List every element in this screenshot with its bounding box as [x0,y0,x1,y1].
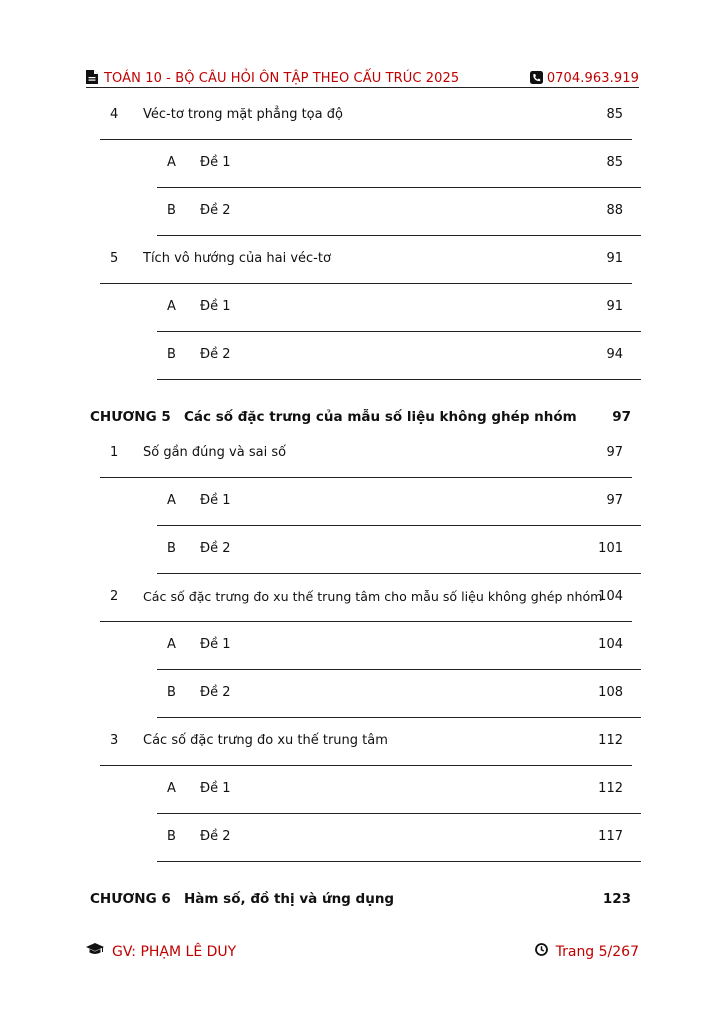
section-page: 104 [598,588,623,604]
divider [157,379,641,380]
subsection-letter: B [167,684,176,700]
section-number: 5 [110,250,119,266]
toc-subsection-3b[interactable] [167,826,623,846]
section-page: 112 [598,732,623,748]
toc-subsection-2a[interactable] [167,634,623,654]
chapter-label: CHƯƠNG 6 [90,891,171,907]
subsection-title: Đề 2 [200,828,231,844]
divider [100,283,632,284]
divider [157,331,641,332]
subsection-title: Đề 2 [200,684,231,700]
subsection-page: 85 [606,154,623,170]
subsection-title: Đề 1 [200,492,231,508]
toc-subsection-4b[interactable] [167,200,623,220]
chapter-title: Các số đặc trưng của mẫu số liệu không ghép nhóm [184,409,577,425]
subsection-letter: B [167,346,176,362]
subsection-letter: A [167,780,176,796]
subsection-title: Đề 1 [200,780,231,796]
subsection-page: 88 [606,202,623,218]
toc-subsection-2b[interactable] [167,682,623,702]
subsection-title: Đề 1 [200,636,231,652]
phone-icon [530,69,543,88]
toc-chapter-5[interactable] [90,409,631,425]
chapter-page: 97 [612,409,631,425]
subsection-letter: B [167,828,176,844]
section-title: Số gần đúng và sai số [143,444,287,460]
section-page: 97 [606,444,623,460]
divider [157,861,641,862]
toc-chapter-6[interactable] [90,891,631,907]
footer-teacher: GV: PHẠM LÊ DUY [112,943,237,960]
subsection-title: Đề 1 [200,298,231,314]
section-number: 4 [110,106,119,122]
divider [100,621,632,622]
document-icon [86,69,98,88]
subsection-page: 104 [598,636,623,652]
chapter-title: Hàm số, đồ thị và ứng dụng [184,891,395,907]
toc-section-1[interactable] [110,442,623,462]
subsection-letter: B [167,202,176,218]
subsection-page: 117 [598,828,623,844]
divider [157,573,641,574]
section-title: Các số đặc trưng đo xu thế trung tâm [143,732,388,748]
header-phone: 0704.963.919 [546,71,639,86]
header-left [86,69,459,88]
divider [157,813,641,814]
footer-left [86,943,236,960]
section-number: 1 [110,444,119,460]
page-header [86,67,639,88]
section-number: 3 [110,732,119,748]
footer-page-number: Trang 5/267 [555,943,639,960]
subsection-letter: A [167,636,176,652]
header-right [530,69,639,88]
subsection-title: Đề 2 [200,540,231,556]
toc-subsection-1a[interactable] [167,490,623,510]
divider [157,187,641,188]
toc-subsection-4a[interactable] [167,152,623,172]
subsection-letter: A [167,492,176,508]
divider [100,477,632,478]
subsection-title: Đề 1 [200,154,231,170]
clock-icon [535,943,548,960]
toc-section-3[interactable] [110,730,623,750]
toc-section-5[interactable] [110,248,623,268]
divider [157,669,641,670]
subsection-page: 108 [598,684,623,700]
toc-subsection-1b[interactable] [167,538,623,558]
subsection-letter: A [167,154,176,170]
subsection-title: Đề 2 [200,202,231,218]
section-title: Tích vô hướng của hai véc-tơ [143,250,331,266]
section-number: 2 [110,588,119,604]
divider [100,139,632,140]
subsection-letter: A [167,298,176,314]
divider [157,525,641,526]
toc-subsection-5b[interactable] [167,344,623,364]
subsection-page: 112 [598,780,623,796]
header-title: TOÁN 10 - BỘ CÂU HỎI ÔN TẬP THEO CẤU TRÚC 2025 [104,71,460,86]
divider [100,765,632,766]
subsection-page: 97 [606,492,623,508]
subsection-page: 101 [598,540,623,556]
section-title: Các số đặc trưng đo xu thế trung tâm cho mẫu số liệu không ghép nhóm [143,588,603,604]
chapter-label: CHƯƠNG 5 [90,409,171,425]
subsection-letter: B [167,540,176,556]
footer-right [535,943,639,960]
toc-subsection-5a[interactable] [167,296,623,316]
divider [157,717,641,718]
graduation-cap-icon [86,943,104,960]
toc-subsection-3a[interactable] [167,778,623,798]
divider [157,235,641,236]
toc-section-4[interactable] [110,104,623,124]
toc-section-2[interactable] [110,586,623,606]
subsection-page: 91 [606,298,623,314]
section-title: Véc-tơ trong mặt phẳng tọa độ [143,106,343,122]
section-page: 85 [606,106,623,122]
subsection-page: 94 [606,346,623,362]
chapter-page: 123 [602,891,631,907]
section-page: 91 [606,250,623,266]
subsection-title: Đề 2 [200,346,231,362]
